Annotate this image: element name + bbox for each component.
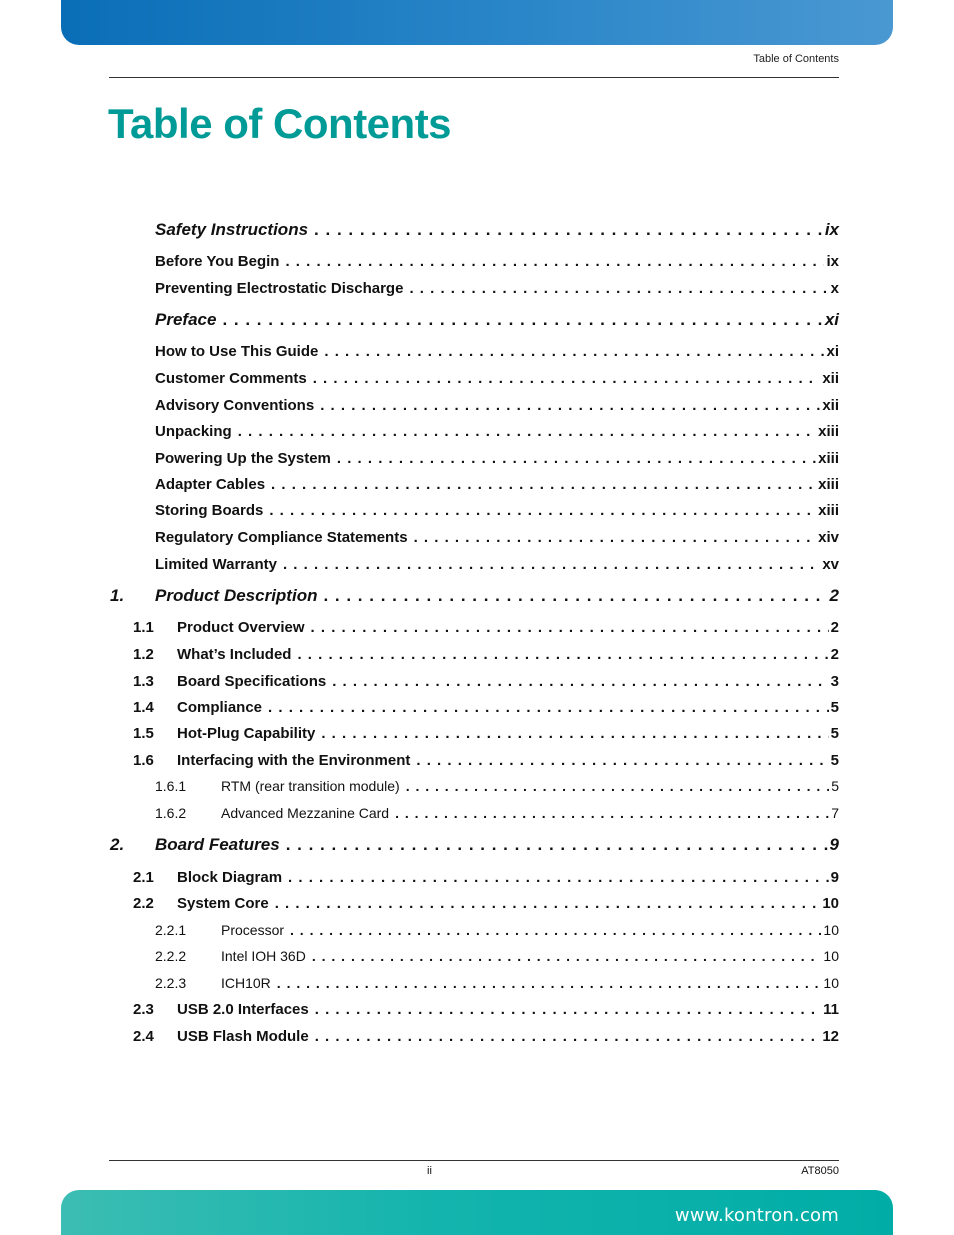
toc-entry-number: 2.2.3: [155, 975, 187, 991]
toc-entry-title: Regulatory Compliance Statements: [155, 529, 408, 546]
toc-entry-number: 2.2.2: [155, 948, 187, 964]
toc-entry-page: ix: [826, 253, 839, 270]
toc-entry-page: 5: [830, 699, 839, 716]
toc-entry-2-3[interactable]: [133, 1001, 839, 1018]
toc-entry-page: 10: [822, 895, 839, 912]
footer-doc-id: AT8050: [801, 1165, 839, 1177]
toc-entry-number: 2.4: [133, 1028, 154, 1045]
toc-entry-number: 2.1: [133, 869, 154, 886]
toc-entry-page: 7: [831, 805, 839, 821]
toc-entry-page: xi: [824, 310, 839, 329]
toc-entry-number: 1.6.1: [155, 778, 187, 794]
toc-entry-page: xii: [822, 370, 839, 387]
toc-entry-page: 5: [830, 752, 839, 769]
toc-entry-title: Advisory Conventions: [155, 397, 315, 414]
toc-entry-title: Preventing Electrostatic Discharge: [155, 280, 404, 297]
toc-entry-title: Block Diagram: [177, 869, 283, 886]
website-link[interactable]: www.kontron.com: [674, 1205, 839, 1226]
toc-entry-number: 2.2: [133, 895, 154, 912]
toc-entry-page: 5: [831, 778, 839, 794]
toc-entry-page: xiii: [818, 476, 839, 493]
toc-entry-chapter-2[interactable]: [110, 835, 839, 855]
toc-entry-page: ix: [824, 220, 839, 239]
toc-entry-page: 2: [830, 619, 839, 636]
toc-entry-1-2[interactable]: [133, 646, 839, 663]
toc-entry-title: Product Overview: [177, 619, 305, 636]
toc-entry-title: Before You Begin: [155, 253, 280, 270]
toc-entry-page: 11: [823, 1001, 839, 1018]
toc-entry-page: 9: [830, 869, 839, 886]
toc-entry-storing-boards[interactable]: [155, 502, 839, 519]
toc-entry-how-to-use[interactable]: [155, 343, 839, 360]
toc-entry-title: How to Use This Guide: [155, 343, 319, 360]
toc-entry-title: Interfacing with the Environment: [177, 752, 411, 769]
toc-entry-title: USB 2.0 Interfaces: [177, 1001, 309, 1018]
toc-entry-page: 3: [830, 673, 839, 690]
toc-entry-number: 1.5: [133, 725, 154, 742]
toc-entry-title: Product Description: [155, 586, 318, 605]
toc-entry-before-you-begin[interactable]: [155, 253, 839, 270]
toc-entry-number: 1.4: [133, 699, 154, 716]
toc-entry-2-1[interactable]: [133, 869, 839, 886]
header-rule: [109, 77, 839, 78]
header-band: [61, 0, 893, 45]
toc-entry-warranty[interactable]: [155, 556, 839, 573]
toc-entry-page: xii: [822, 397, 839, 414]
toc-entry-page: xiii: [818, 502, 839, 519]
toc-entry-chapter-1[interactable]: [110, 586, 839, 606]
page-title: Table of Contents: [108, 100, 452, 147]
toc-entry-1-6-1[interactable]: [155, 778, 839, 794]
toc-entry-page: xiii: [818, 423, 839, 440]
toc-entry-1-4[interactable]: [133, 699, 839, 716]
toc-entry-title: Board Features: [155, 835, 280, 854]
toc-entry-title: Storing Boards: [155, 502, 264, 519]
toc-entry-safety[interactable]: [155, 220, 839, 240]
toc-entry-title: USB Flash Module: [177, 1028, 309, 1045]
toc-entry-unpacking[interactable]: [155, 423, 839, 440]
toc-entry-title: Safety Instructions: [155, 220, 309, 239]
toc-entry-number: 2.3: [133, 1001, 154, 1018]
toc-entry-number: 1.: [110, 586, 125, 605]
toc-entry-title: System Core: [177, 895, 269, 912]
toc-entry-title: ICH10R: [221, 975, 271, 991]
toc-entry-customer-comments[interactable]: [155, 370, 839, 387]
toc-entry-title: RTM (rear transition module): [221, 778, 400, 794]
toc-entry-title: Unpacking: [155, 423, 232, 440]
toc-entry-title: Board Specifications: [177, 673, 327, 690]
toc-entry-title: Compliance: [177, 699, 263, 716]
toc-entry-number: 1.6.2: [155, 805, 187, 821]
toc-entry-number: 1.2: [133, 646, 154, 663]
toc-entry-page: 2: [830, 646, 839, 663]
toc-entry-number: 1.3: [133, 673, 154, 690]
footer-page-number: ii: [427, 1165, 432, 1177]
footer-band: [61, 1190, 893, 1235]
toc-entry-page: 12: [822, 1028, 839, 1045]
toc-entry-1-6[interactable]: [133, 752, 839, 769]
toc-entry-title: Adapter Cables: [155, 476, 266, 493]
toc-entry-number: 1.1: [133, 619, 154, 636]
toc-entry-2-2-2[interactable]: [155, 948, 839, 964]
toc-entry-1-5[interactable]: [133, 725, 839, 742]
toc-entry-1-1[interactable]: [133, 619, 839, 636]
toc-entry-page: xiv: [818, 529, 839, 546]
toc-entry-number: 2.: [110, 835, 125, 854]
toc-entry-1-3[interactable]: [133, 673, 839, 690]
toc-entry-page: 9: [829, 835, 839, 854]
toc-entry-title: Hot-Plug Capability: [177, 725, 316, 742]
toc-entry-title: Powering Up the System: [155, 450, 331, 467]
toc-entry-title: Processor: [221, 922, 285, 938]
toc-entry-title: Intel IOH 36D: [221, 948, 306, 964]
toc-entry-title: Advanced Mezzanine Card: [221, 805, 390, 821]
toc-entry-page: xiii: [818, 450, 839, 467]
toc-entry-page: 10: [823, 975, 839, 991]
toc-entry-page: xv: [822, 556, 839, 573]
toc-entry-page: x: [830, 280, 839, 297]
toc-entry-title: Limited Warranty: [155, 556, 277, 573]
toc-entry-page: 5: [830, 725, 839, 742]
toc-entry-2-4[interactable]: [133, 1028, 839, 1045]
toc-entry-page: 10: [823, 922, 839, 938]
toc-entry-1-6-2[interactable]: [155, 805, 839, 821]
toc-entry-2-2-3[interactable]: [155, 975, 839, 991]
toc-entry-number: 1.6: [133, 752, 154, 769]
toc-entry-2-2[interactable]: [133, 895, 839, 912]
toc-entry-page: 10: [823, 948, 839, 964]
toc-entry-2-2-1[interactable]: [155, 922, 839, 938]
toc-entry-number: 2.2.1: [155, 922, 187, 938]
toc-entry-esd[interactable]: [155, 280, 839, 297]
toc-entry-adapter-cables[interactable]: [155, 476, 839, 493]
toc-entry-title: Preface: [155, 310, 217, 329]
toc-entry-page: 2: [829, 586, 839, 605]
toc-entry-title: Customer Comments: [155, 370, 307, 387]
toc-entry-preface[interactable]: [155, 310, 839, 330]
running-header: Table of Contents: [753, 53, 839, 65]
toc-entry-regulatory[interactable]: [155, 529, 839, 546]
toc-entry-advisory[interactable]: [155, 397, 839, 414]
toc-entry-title: What’s Included: [177, 646, 292, 663]
toc-entry-powering-up[interactable]: [155, 450, 839, 467]
toc-entry-page: xi: [826, 343, 839, 360]
footer-rule: [109, 1160, 839, 1161]
